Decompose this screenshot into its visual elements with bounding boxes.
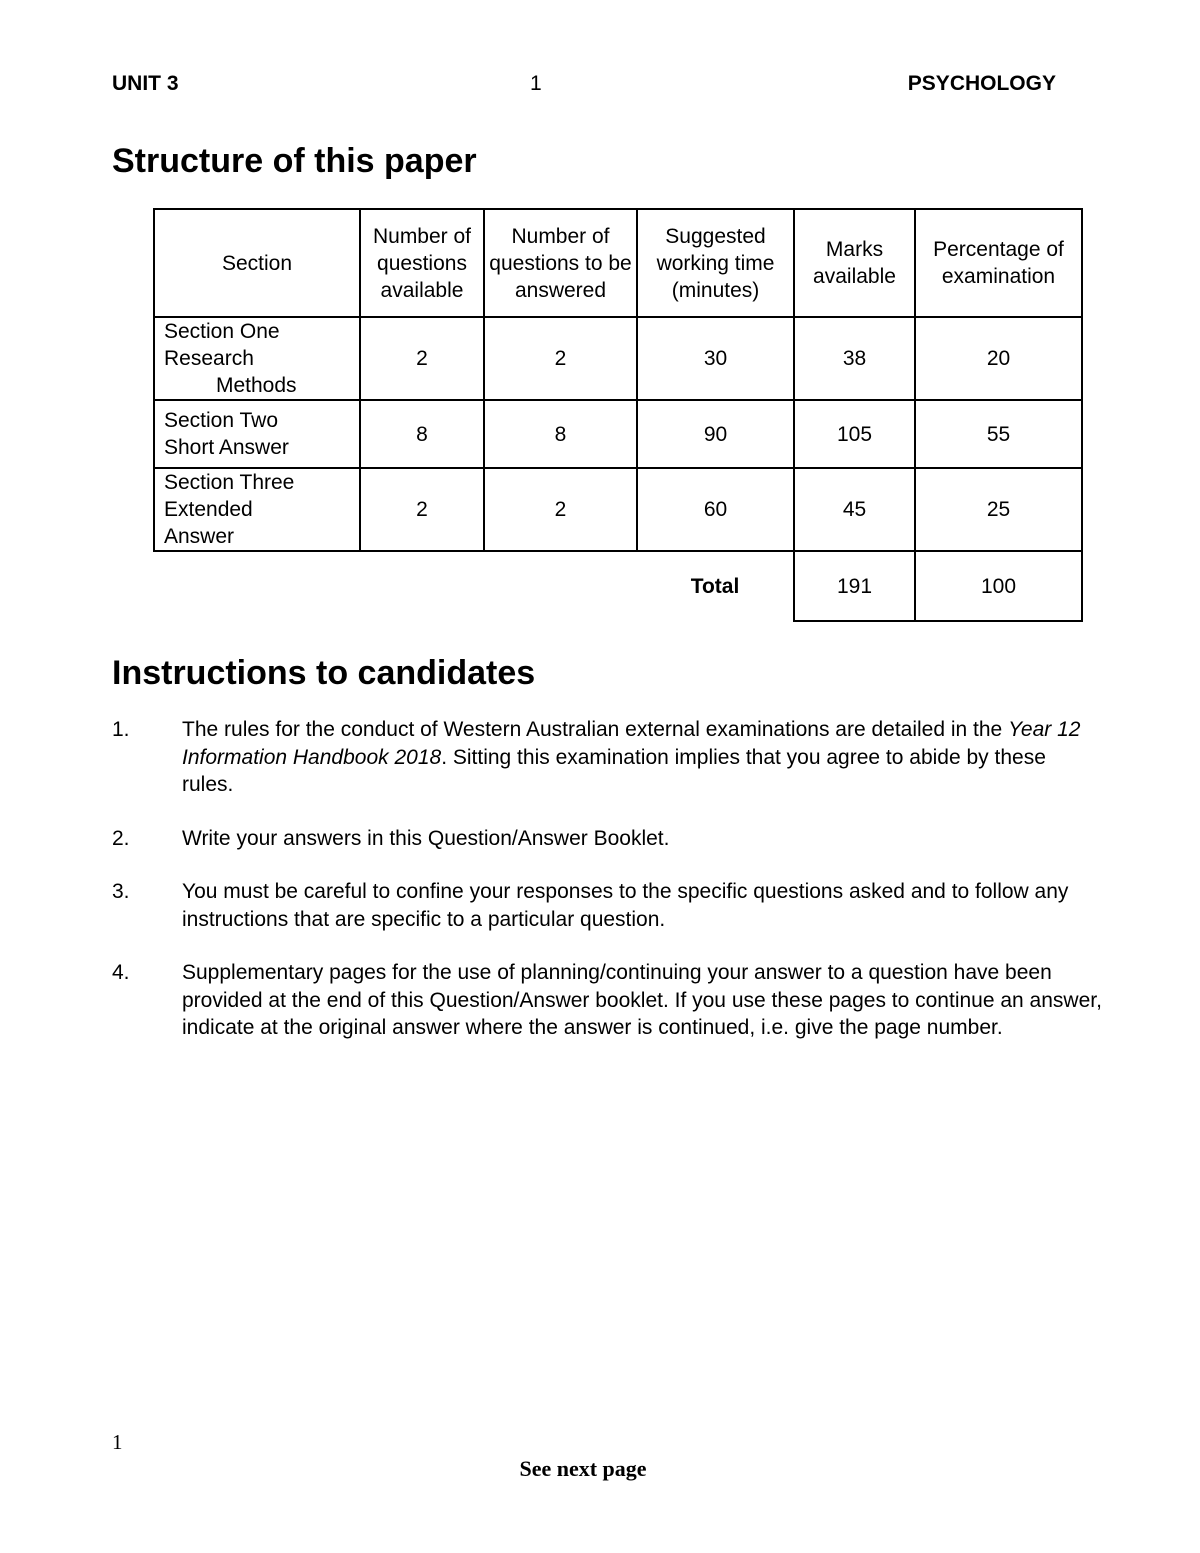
table-header-row bbox=[154, 209, 1082, 317]
time-cell: 60 bbox=[637, 468, 794, 551]
total-marks: 191 bbox=[794, 551, 915, 621]
total-row bbox=[154, 551, 1082, 621]
page-header bbox=[112, 72, 1056, 100]
item-text: The rules for the conduct of Western Australian external examinations are detailed in the bbox=[182, 718, 1009, 741]
available-cell: 2 bbox=[360, 468, 484, 551]
list-item bbox=[112, 716, 1102, 799]
section-cell bbox=[154, 400, 360, 468]
list-item bbox=[112, 878, 1102, 933]
section-name: Methods bbox=[216, 374, 297, 397]
item-number: 4. bbox=[112, 961, 130, 984]
percentage-cell: 25 bbox=[915, 468, 1082, 551]
answered-cell: 8 bbox=[484, 400, 637, 468]
handbook-title: Year 12 Information Handbook 2018 bbox=[182, 718, 1081, 769]
item-number: 1. bbox=[112, 718, 130, 741]
column-header: Marks available bbox=[794, 209, 915, 317]
footer-page-number: 1 bbox=[112, 1430, 123, 1454]
available-cell: 8 bbox=[360, 400, 484, 468]
column-header: Suggested working time (minutes) bbox=[637, 209, 794, 317]
section-name: Research bbox=[164, 347, 254, 370]
percentage-cell: 20 bbox=[915, 317, 1082, 400]
column-header: Section bbox=[154, 209, 360, 317]
section-name: Section One bbox=[164, 320, 280, 343]
column-header: Number of questions available bbox=[360, 209, 484, 317]
structure-table bbox=[153, 208, 1083, 622]
header-subject: PSYCHOLOGY bbox=[907, 72, 1056, 95]
section-name: Section Three bbox=[164, 471, 295, 494]
table-row bbox=[154, 317, 1082, 400]
section-name: Answer bbox=[164, 525, 235, 548]
available-cell: 2 bbox=[360, 317, 484, 400]
blank-cell bbox=[484, 551, 637, 621]
total-percentage: 100 bbox=[915, 551, 1082, 621]
section-name: Short Answer bbox=[164, 436, 289, 459]
percentage-cell: 55 bbox=[915, 400, 1082, 468]
table-row bbox=[154, 400, 1082, 468]
see-next-page: See next page bbox=[519, 1456, 647, 1481]
item-text: Supplementary pages for the use of planning/continuing your answer to a question have been provided at the end of this Question/Answer booklet. If you use these pages to continue an answer, indicate at the original answer where the answer is continued, i.e. give the page number. bbox=[182, 961, 1102, 1039]
list-item bbox=[112, 959, 1102, 1042]
item-text: . Sitting this examination implies that you agree to abide by these rules. bbox=[182, 745, 1046, 796]
header-unit: UNIT 3 bbox=[112, 72, 179, 95]
blank-cell bbox=[154, 551, 360, 621]
section-cell bbox=[154, 468, 360, 551]
instructions-list bbox=[112, 716, 1102, 1068]
answered-cell: 2 bbox=[484, 317, 637, 400]
time-cell: 90 bbox=[637, 400, 794, 468]
section-cell bbox=[154, 317, 360, 400]
item-text: Write your answers in this Question/Answer Booklet. bbox=[182, 826, 670, 850]
item-text: You must be careful to confine your responses to the specific questions asked and to follow any instructions that are specific to a particular question. bbox=[182, 880, 1069, 931]
header-page-number: 1 bbox=[530, 72, 542, 95]
column-header: Number of questions to be answered bbox=[484, 209, 637, 317]
table-row bbox=[154, 468, 1082, 551]
list-item bbox=[112, 825, 1102, 853]
total-label: Total bbox=[637, 551, 794, 621]
column-header: Percentage of examination bbox=[915, 209, 1082, 317]
marks-cell: 45 bbox=[794, 468, 915, 551]
section-name: Section Two bbox=[164, 409, 279, 432]
marks-cell: 105 bbox=[794, 400, 915, 468]
structure-title: Structure of this paper bbox=[112, 142, 477, 180]
blank-cell bbox=[360, 551, 484, 621]
instructions-title: Instructions to candidates bbox=[112, 654, 536, 692]
marks-cell: 38 bbox=[794, 317, 915, 400]
time-cell: 30 bbox=[637, 317, 794, 400]
section-name: Extended bbox=[164, 498, 253, 521]
answered-cell: 2 bbox=[484, 468, 637, 551]
item-number: 2. bbox=[112, 826, 130, 850]
item-number: 3. bbox=[112, 880, 130, 903]
